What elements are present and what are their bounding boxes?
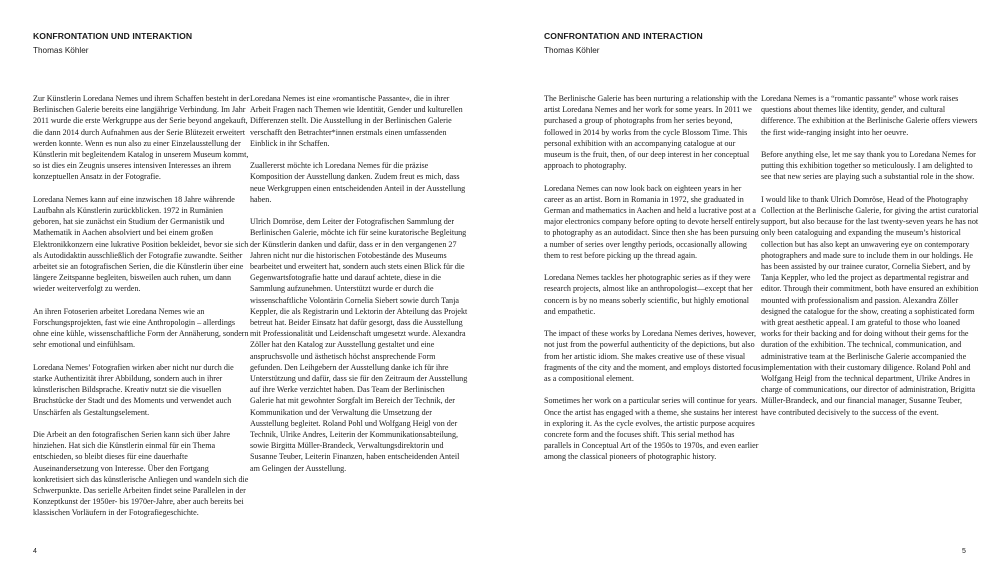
- left-column-1: [33, 93, 251, 519]
- paragraph: The Berlinische Galerie has been nurturing a relationship with the artist Loredana Nemes and her work for some years. In 2011 we purchased a group of photographs from her series beyond, followed in 2014 by works from the cycle Blossom Time. This personal exhibition with an accompanying catalogue at our museum is the fruit, then, of our deep interest in her conceptual approach to photography.: [544, 94, 758, 171]
- paragraph: Before anything else, let me say thank you to Loredana Nemes for putting this exhibition together so meticulously. I am delighted to see that new series are playing such a substantial role in the show.: [761, 150, 976, 182]
- paragraph: The impact of these works by Loredana Nemes derives, however, not just from the powerful authenticity of the depictions, but also from her artistic idiom. She makes creative use of these visual fragments of the city and the moment, and employs distorted focus as a compositional element.: [544, 329, 761, 384]
- paragraph: An ihren Fotoserien arbeitet Loredana Nemes wie an Forschungsprojekten, fast wie eine Anthropologin – allerdings ohne eine kühle, wissenschaftliche Form der Annäherung, sondern sehr emotional und einfühlsam.: [33, 306, 249, 350]
- left-page-number: 4: [33, 548, 37, 555]
- paragraph: Zur Künstlerin Loredana Nemes und ihrem Schaffen besteht in der Berlinischen Galerie bereits eine langjährige Verbindung. Im Jahr 2011 wurde die erste Werkgruppe aus der Serie beyond angekauft, die dann 2014 durch Aufnahmen aus der Serie Blütezeit erweitert werden konnte. Wenn es nun also zu einer Einzelausstellung der Künstlerin mit begleitendem Katalog in unserem Museum kommt, so ist dies ein Zeugnis unseres intensiven Interesses an ihrem konzeptuellen Ansatz in der Fotografie.: [33, 94, 250, 182]
- paragraph: Zuallererst möchte ich Loredana Nemes für die präzise Komposition der Ausstellung danken. Zudem freut es mich, dass neue Werkgruppen einen entscheidenden Anteil in der Ausstellung haben.: [250, 161, 466, 204]
- paragraph: Die Arbeit an den fotografischen Serien kann sich über Jahre hinziehen. Hat sich die Künstlerin einmal für ein Thema entschieden, so bleibt dieses für eine dauerhafte Auseinandersetzung von Interesse. Über den Fortgang konkretisiert sich das künstlerische Anliegen und wandeln sich die Schwerpunkte. Das serielle Arbeiten findet seine Parallelen in der Konzeptkunst der 1950er- bis 1970er-Jahre, aber auch bereits bei klassischen Vorläufern in der Fotografiegeschichte.: [33, 430, 249, 518]
- paragraph: Ulrich Domröse, dem Leiter der Fotografischen Sammlung der Berlinischen Galerie, möchte ich für seine kuratorische Begleitung der Künstlerin danken und dafür, dass er in den vergangenen 27 Jahren nicht nur die historischen Fotobestände des Museums bearbeitet und erweitert hat, sondern auch stets einen Blick für die Gegenwartsfotografie hatte und darauf achtete, diese in die Sammlung aufzunehmen. Unterstützt wurde er durch die wissenschaftliche Volontärin Cornelia Siebert sowie durch Tanja Keppler, die als Registrarin und Lektorin der Abteilung das Projekt betreut hat. Beider Einsatz hat dafür gesorgt, dass die Ausstellung mit Professionalität und Leidenschaft umgesetzt wurde. Alexandra Zöller hat den Katalog zur Ausstellung gestaltet und eine anspruchsvolle und ästhetisch höchst ansprechende Form gefunden. Den Leihgebern der Ausstellung danke ich für ihre Unterstützung und dafür, dass sie für den Zeitraum der Ausstellung auf ihre Werke verzichtet haben. Das Team der Berlinischen Galerie hat mit gewohnter Sorgfalt im Bereich der Technik, der Kommunikation und der Verwaltung die Umsetzung der Ausstellung begleitet. Roland Pohl und Wolfgang Heigl von der Technik, Ulrike Andres, Leiterin der Kommunikationsabteilung, sowie Birgitta Müller-Brandeck, Verwaltungsdirektorin und Susanne Teuber, Leiterin Finanzen, haben entscheidenden Anteil am Gelingen der Ausstellung.: [250, 217, 468, 473]
- paragraph: I would like to thank Ulrich Domröse, Head of the Photography Collection at the Berlinische Galerie, for giving the artist curatorial support, but also because for the last twenty-seven years he has not only been cataloguing and expanding the museum’s historical collection but has also kept an unwavering eye on contemporary photographers and made sure to include them in our holdings. He has been assisted by our trainee curator, Cornelia Siebert, and by Tanja Keppler, who led the project as departmental registrar and editor. Through their commitment, both have ensured an exhibition mounted with professionalism and passion. Alexandra Zöller designed the catalogue for the show, creating a sophisticated form with great aesthetic appeal. I am grateful to those who loaned works for their backing and for doing without their gems for the duration of the exhibition. The technical, communication, and administrative team at the Berlinische Galerie accompanied the implementation with their customary diligence. Roland Pohl and Wolfgang Heigl from the technical department, Ulrike Andres in charge of communications, our director of administration, Brigitta Müller-Brandeck, and our financial manager, Susanne Teuber, have contributed decisively to the success of the event.: [761, 194, 979, 417]
- left-author: Thomas Köhler: [33, 46, 89, 55]
- right-column-1: [544, 93, 762, 463]
- right-page: [500, 0, 1000, 587]
- right-page-number: 5: [962, 548, 966, 555]
- paragraph: Loredana Nemes is a “romantic passante” whose work raises questions about themes like identity, gender, and cultural difference. The exhibition at the Berlinische Galerie offers viewers the first wide-ranging insight into her oeuvre.: [761, 94, 978, 137]
- paragraph: Loredana Nemes’ Fotografien wirken aber nicht nur durch die starke Authentizität ihrer Abbildung, sondern auch in ihrer künstlerischen Bildsprache. Kreativ nutzt sie die visuellen Bruchstücke der Stadt und des Moments und verwendet auch Unschärfen als Gestaltungselement.: [33, 362, 234, 417]
- right-heading: CONFRONTATION AND INTERACTION: [544, 31, 703, 41]
- paragraph: Sometimes her work on a particular series will continue for years. Once the artist has engaged with a theme, she sustains her interest in exploring it. As the cycle evolves, the artistic purpose acquires concrete form and the focuses shift. This serial method has parallels in Conceptual Art of the 1950s to 1970s, and even earlier among the classical pioneers of photographic history.: [544, 396, 759, 462]
- paragraph: Loredana Nemes kann auf eine inzwischen 18 Jahre währende Laufbahn als Künstlerin zurückblicken. 1972 in Rumänien geboren, hat sie zunächst ein Studium der Germanistik und Mathematik in Aachen absolviert und bei einem großen Elektronikkonzern eine lukrative Position bekleidet, bevor sie sich als Autodidaktin ausschließlich der Fotografie zuwandte. Seither arbeitet sie an fotografischen Serien, die die Künstlerin über eine längere Zeitspanne begleiten, bisweilen auch ruhen, um dann wieder weiterverfolgt zu werden.: [33, 194, 249, 294]
- left-heading: KONFRONTATION UND INTERAKTION: [33, 31, 193, 41]
- paragraph: Loredana Nemes ist eine »romantische Passante«, die in ihrer Arbeit Fragen nach Themen wie Identität, Gender und kulturellen Differenzen stellt. Die Ausstellung in der Berlinischen Galerie verschafft den Betrachter*innen erstmals einen umfassenden Einblick in ihr Schaffen.: [250, 94, 463, 148]
- right-author: Thomas Köhler: [544, 46, 600, 55]
- paragraph: Loredana Nemes can now look back on eighteen years in her career as an artist. Born in Romania in 1972, she graduated in German and mathematics in Aachen and held a lucrative post at a major electronics company before opting to devote herself entirely to photography as an autodidact. Since then she has been pursuing a number of series over lengthy periods, occasionally allowing them to rest before picking up the thread again.: [544, 183, 760, 260]
- right-column-2: [761, 93, 979, 418]
- paragraph: Loredana Nemes tackles her photographic series as if they were research projects, almost like an anthropologist—except that her concern is by no means soberly scientific, but highly emotional and empathetic.: [544, 273, 753, 316]
- left-column-2: [250, 93, 468, 474]
